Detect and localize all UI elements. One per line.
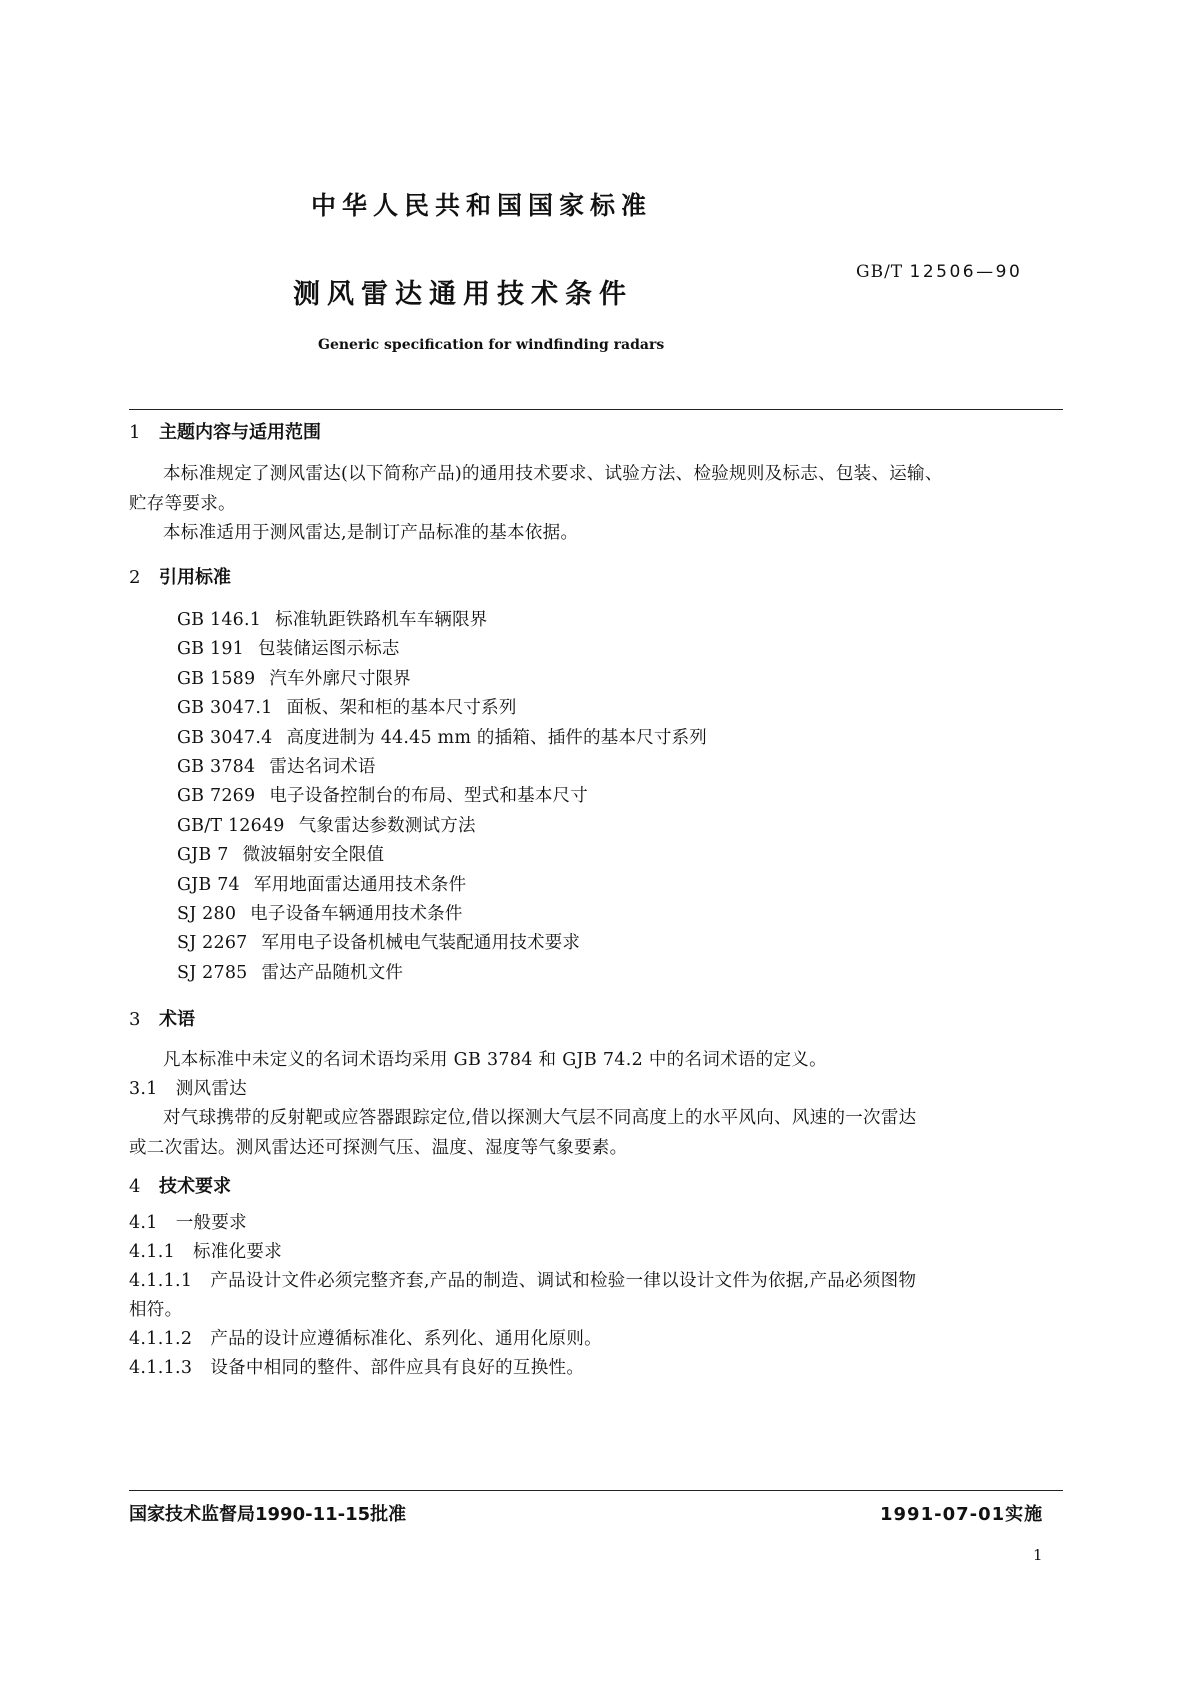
definition-text: 或二次雷达。测风雷达还可探测气压、温度、湿度等气象要素。 [129,1138,628,1158]
section-3-heading [129,1005,195,1031]
subsection-4-1-1 [129,1238,282,1263]
standard-code-number: 12506—90 [909,262,1023,282]
reference-code: SJ 280 [177,904,237,924]
reference-item [177,929,580,954]
clause-4-1-1-3 [129,1354,584,1379]
reference-code: GJB 74 [177,874,240,895]
section-1-heading [129,418,321,444]
paragraph: 凡本标准中未定义的名词术语均采用 GB 3784 和 GJB 74.2 中的名词术语的定义。 [163,1050,827,1070]
subsection-number: 4.1.1 [129,1242,176,1262]
reference-item [177,959,403,984]
reference-code: GB 7269 [177,786,256,807]
subsection-title: 一般要求 [175,1213,247,1233]
reference-item [177,606,488,631]
subsection-3-1 [129,1075,247,1100]
reference-title: 军用电子设备机械电气装配通用技术要求 [261,933,581,954]
reference-item [177,900,463,925]
subsection-number: 3.1 [129,1079,158,1099]
section-number: 3 [129,1009,141,1030]
clause-number: 4.1.1.3 [129,1358,193,1378]
section-number: 2 [129,567,141,588]
reference-item [177,665,411,690]
paragraph: 本标准规定了测风雷达(以下简称产品)的通用技术要求、试验方法、检验规则及标志、包装、运输、 [163,464,943,484]
reference-title: 雷达产品随机文件 [261,962,404,983]
clause-text-continued: 相符。 [129,1300,183,1320]
clause-text: 设备中相同的整件、部件应具有良好的互换性。 [210,1358,585,1378]
reference-code: GB 3047.1 [177,698,273,719]
header-divider [129,409,1063,410]
reference-item [177,635,400,660]
reference-title: 雷达名词术语 [269,757,376,777]
paragraph: 本标准适用于测风雷达,是制订产品标准的基本依据。 [163,523,579,543]
standard-code [856,262,1022,282]
clause-number: 4.1.1.1 [129,1271,193,1291]
reference-item [177,753,376,778]
document-title-cn: 测风雷达通用技术条件 [293,279,633,310]
reference-title: 电子设备控制台的布局、型式和基本尺寸 [269,786,588,807]
section-title: 引用标准 [159,567,231,588]
reference-item [177,812,476,837]
reference-code: GB 146.1 [177,610,262,630]
reference-item [177,782,588,807]
reference-title: 电子设备车辆通用技术条件 [250,904,463,924]
reference-title: 气象雷达参数测试方法 [298,815,476,836]
reference-code: SJ 2785 [177,962,248,983]
national-standard-heading: 中华人民共和国国家标准 [311,191,653,220]
reference-code: GB/T 12649 [177,815,285,836]
reference-code: GB 191 [177,639,245,660]
section-title: 术语 [159,1009,195,1030]
reference-code: GB 1589 [177,668,256,689]
approval-date: 国家技术监督局1990-11-15批准 [129,1504,407,1525]
reference-item [177,694,517,719]
section-number: 1 [129,422,141,443]
section-4-heading [129,1172,231,1198]
reference-item [177,841,384,866]
reference-title: 标准轨距铁路机车车辆限界 [275,610,488,630]
implementation-date: 1991-07-01实施 [880,1504,1044,1525]
page-number: 1 [1033,1546,1043,1564]
subsection-title: 测风雷达 [175,1079,247,1099]
paragraph: 贮存等要求。 [129,494,236,514]
definition-text: 对气球携带的反射靶或应答器跟踪定位,借以探测大气层不同高度上的水平风向、风速的一次雷达 [163,1108,917,1128]
clause-4-1-1-1 [129,1267,916,1292]
reference-title: 包装储运图示标志 [258,639,400,660]
subsection-title: 标准化要求 [193,1242,283,1262]
clause-number: 4.1.1.2 [129,1329,193,1349]
reference-code: GB 3784 [177,757,256,777]
reference-item [177,724,707,749]
footer-divider [129,1490,1063,1491]
section-title: 主题内容与适用范围 [159,422,321,443]
reference-title: 面板、架和柜的基本尺寸系列 [286,698,517,719]
reference-title: 汽车外廓尺寸限界 [269,668,411,689]
reference-code: SJ 2267 [177,933,248,954]
document-title-en: Generic specification for windfinding radars [318,337,665,353]
reference-code: GB 3047.4 [177,727,273,748]
section-2-heading [129,563,231,589]
standard-code-prefix: GB/T [856,262,904,282]
reference-title: 高度进制为 44.45 mm 的插箱、插件的基本尺寸系列 [286,727,708,748]
subsection-4-1 [129,1209,247,1234]
clause-4-1-1-2 [129,1325,602,1350]
reference-item [177,871,466,896]
clause-text: 产品的设计应遵循标准化、系列化、通用化原则。 [210,1329,602,1349]
subsection-number: 4.1 [129,1213,158,1233]
clause-text: 产品设计文件必须完整齐套,产品的制造、调试和检验一律以设计文件为依据,产品必须图物 [210,1271,917,1291]
reference-title: 军用地面雷达通用技术条件 [253,874,467,895]
reference-title: 微波辐射安全限值 [242,845,385,866]
section-title: 技术要求 [159,1176,231,1197]
section-number: 4 [129,1176,141,1197]
reference-code: GJB 7 [177,845,229,866]
